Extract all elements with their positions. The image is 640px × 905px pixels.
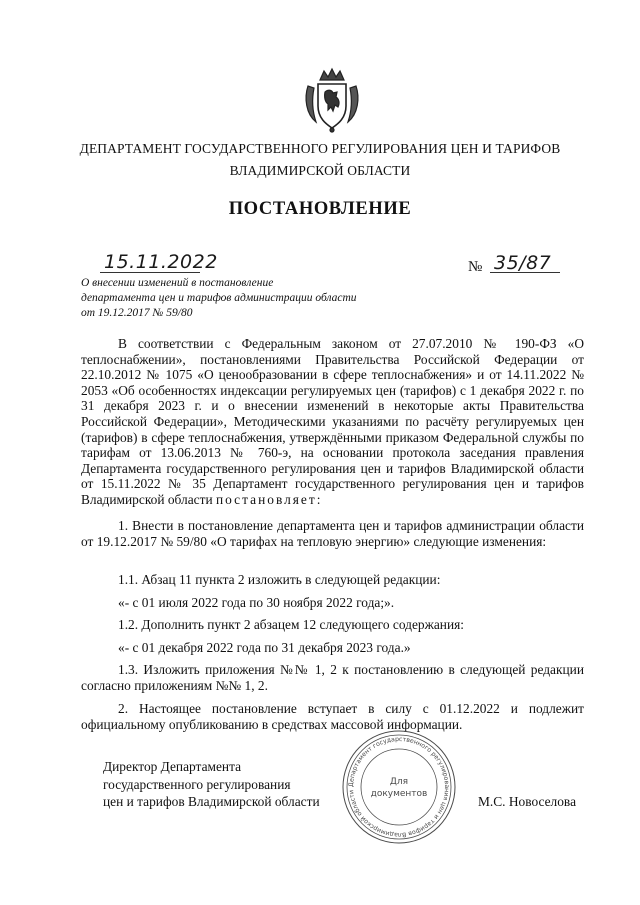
subject-line3: от 19.12.2017 № 59/80 [81, 307, 193, 319]
preamble-paragraph [81, 336, 584, 508]
document-subject [81, 276, 357, 321]
stamp-center-line1: Для [389, 777, 409, 787]
subject-line1: О внесении изменений в постановление [81, 277, 274, 289]
signatory-line3: цен и тарифов Владимирской области [103, 794, 320, 810]
subject-line2: департамента цен и тарифов администрации области [81, 292, 357, 304]
date-underline [100, 272, 200, 273]
stamp-ring-text: Департамент государственного регулирования цен и тарифов Владимирской области [347, 735, 451, 839]
decree-word: постановляет: [215, 491, 323, 507]
department-name-line1: ДЕПАРТАМЕНТ ГОСУДАРСТВЕННОГО РЕГУЛИРОВАНИЯ ЦЕН И ТАРИФОВ [79, 141, 561, 156]
item-1 [81, 518, 584, 549]
document-number: 35/87 [494, 252, 552, 274]
department-name-line2: ВЛАДИМИРСКОЙ ОБЛАСТИ [229, 163, 411, 178]
official-stamp [340, 728, 458, 846]
item-1-3-text: 1.3. Изложить приложения №№ 1, 2 к постановлению в следующей редакции согласно приложениям №№ 1, 2. [81, 662, 584, 693]
item-2-text: 2. Настоящее постановление вступает в силу с 01.12.2022 и подлежит официальному опубликованию в средствах массовой информации. [81, 701, 584, 732]
stamp-center-line2: документов [370, 789, 428, 799]
number-label: № [468, 259, 483, 275]
signatory-line2: государственного регулирования [103, 776, 291, 792]
item-1-2-text: «- с 01 декабря 2022 года по 31 декабря 2023 года.» [118, 640, 411, 655]
signatory-line1: Директор Департамента [103, 759, 242, 774]
number-underline [490, 272, 560, 273]
item-1-3 [81, 662, 584, 693]
item-1-1: 1.1. Абзац 11 пункта 2 изложить в следующей редакции: [118, 572, 441, 587]
item-2 [81, 701, 584, 732]
item-1-text: 1. Внести в постановление департамента цен и тарифов администрации области от 19.12.2017 № 59/80 «О тарифах на тепловую энергию» следующие изменения: [81, 518, 584, 549]
item-1-2: 1.2. Дополнить пункт 2 абзацем 12 следующего содержания: [118, 617, 464, 632]
document-date: 15.11.2022 [104, 251, 218, 273]
item-1-1-text: «- с 01 июля 2022 года по 30 ноября 2022 года;». [118, 595, 395, 610]
coat-of-arms-emblem [302, 66, 362, 134]
signatory-title [103, 758, 320, 811]
document-type-title: ПОСТАНОВЛЕНИЕ [228, 199, 412, 219]
signatory-name: М.С. Новоселова [478, 794, 577, 809]
preamble-text: В соответствии с Федеральным законом от 27.07.2010 № 190-ФЗ «О теплоснабжении», постановлениями Правительства Российской Федерации от 22.10.2012 № 1075 «О ценообразовании в сфере теплоснабжения» и от 14.11.2022 № 2053 «Об особенностях индексации регулируемых цен (тарифов) с 1 декабря 2022 г. по 31 декабря 2023 г. и о внесении изменений в некоторые акты Правительства Российской Федерации», Методическими указаниями по расчёту регулируемых цен (тарифов) в сфере теплоснабжения, утверждёнными приказом Федеральной службы по тарифам от 13.06.2013 № 760-э, на основании протокола заседания правления Департамента государственного регулирования цен и тарифов Владимирской области от 15.11.2022 № 35 Департамент государственного регулирования цен и тарифов Владимирской области [81, 336, 584, 507]
